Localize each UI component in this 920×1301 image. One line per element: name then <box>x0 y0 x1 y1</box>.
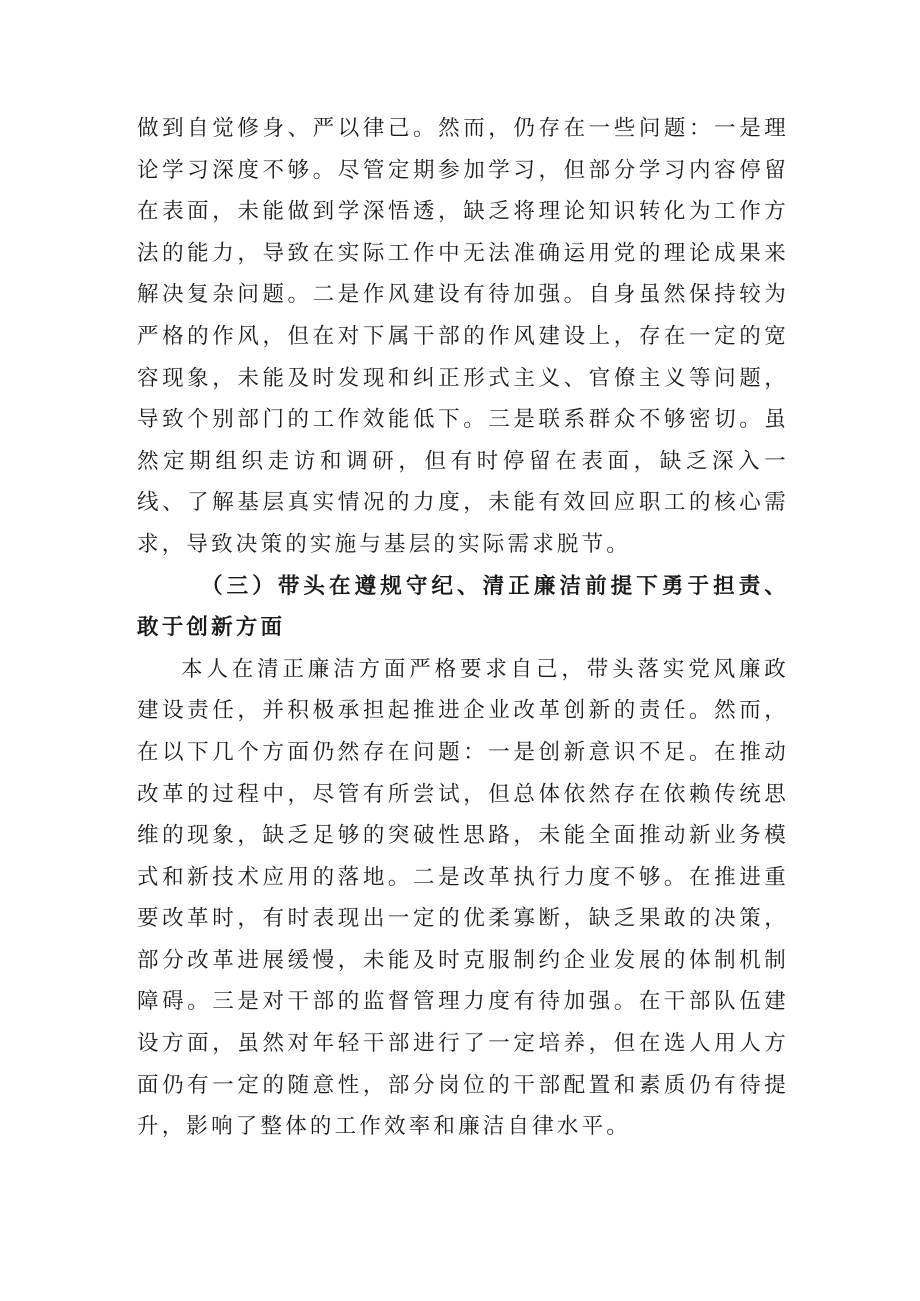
paragraph-continued: 做到自觉修身、严以律己。然而，仍存在一些问题：一是理论学习深度不够。尽管定期参加学习，但部分学习内容停留在表面，未能做到学深悟透，缺乏将理论知识转化为工作方法的能力，导致在实际工作中无法准确运用党的理论成果来解决复杂问题。二是作风建设有待加强。自身虽然保持较为严格的作风，但在对下属干部的作风建设上，存在一定的宽容现象，未能及时发现和纠正形式主义、官僚主义等问题，导致个别部门的工作效能低下。三是联系群众不够密切。虽然定期组织走访和调研，但有时停留在表面，缺乏深入一线、了解基层真实情况的力度，未能有效回应职工的核心需求，导致决策的实施与基层的实际需求脱节。 <box>137 116 789 557</box>
section-heading: （三）带头在遵规守纪、清正廉洁前提下勇于担责、敢于创新方面 <box>137 573 789 641</box>
document-body <box>137 108 789 1148</box>
paragraph-section-three: 本人在清正廉洁方面严格要求自己，带头落实党风廉政建设责任，并积极承担起推进企业改革创新的责任。然而，在以下几个方面仍然存在问题：一是创新意识不足。在推动改革的过程中，尽管有所尝试，但总体依然存在依赖传统思维的现象，缺乏足够的突破性思路，未能全面推动新业务模式和新技术应用的落地。二是改革执行力度不够。在推进重要改革时，有时表现出一定的优柔寡断，缺乏果敢的决策，部分改革进展缓慢，未能及时克服制约企业发展的体制机制障碍。三是对干部的监督管理力度有待加强。在干部队伍建设方面，虽然对年轻干部进行了一定培养，但在选人用人方面仍有一定的随意性，部分岗位的干部配置和素质仍有待提升，影响了整体的工作效率和廉洁自律水平。 <box>137 656 789 1140</box>
